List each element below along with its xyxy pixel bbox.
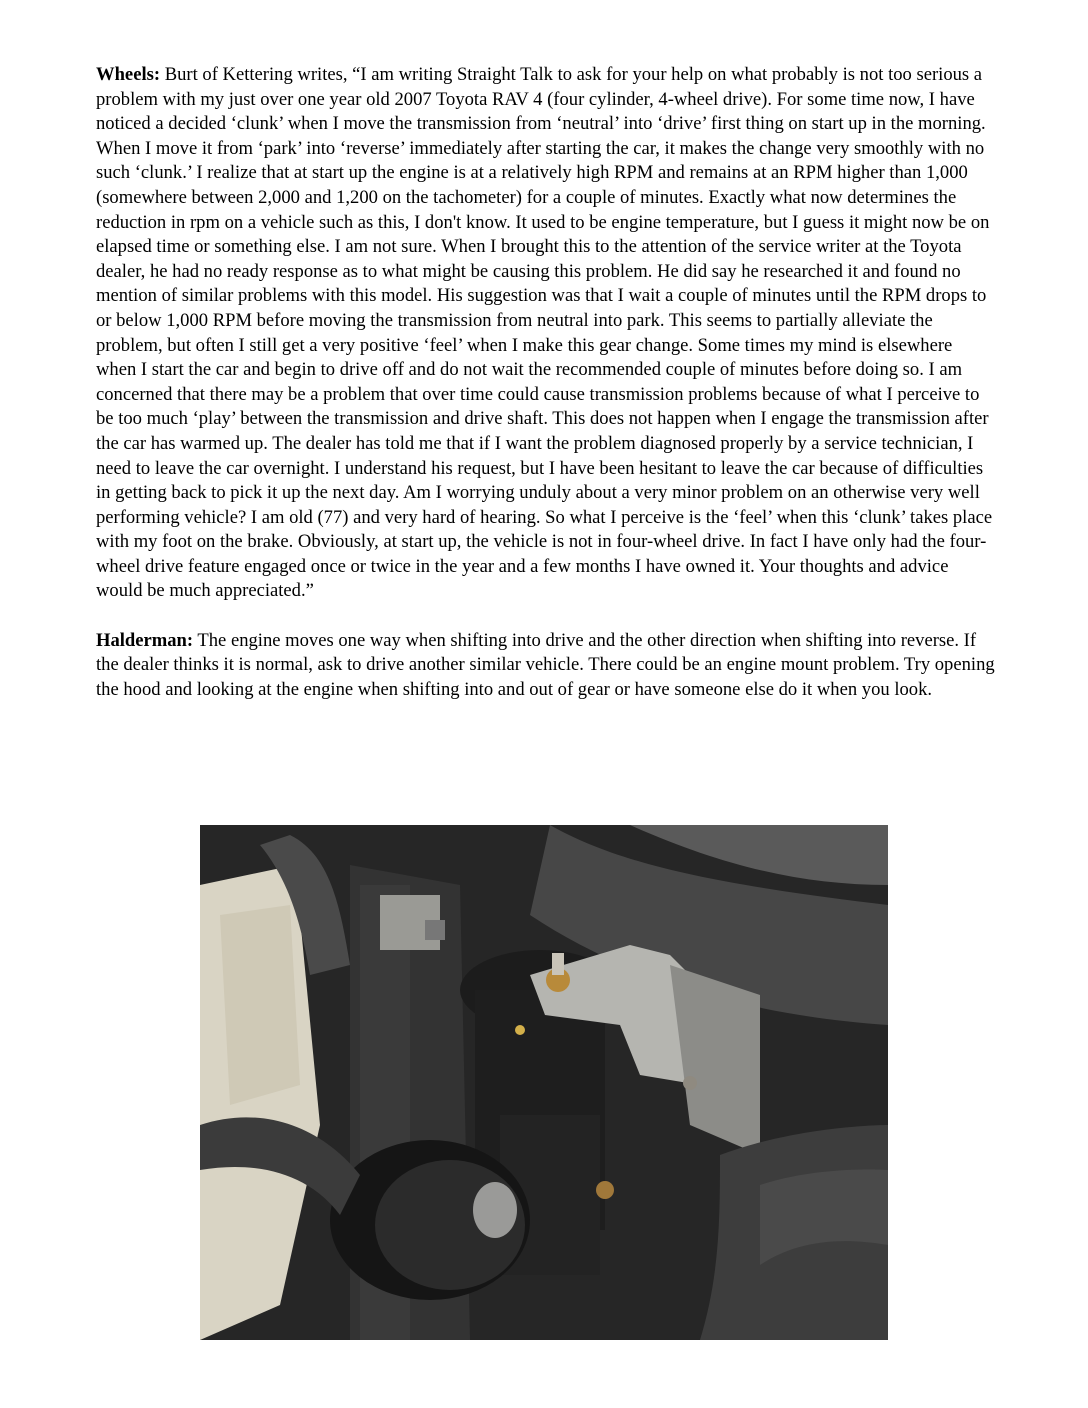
question-paragraph [96,63,996,604]
engine-mount-illustration [200,825,888,1340]
question-body: Burt of Kettering writes, “I am writing Straight Talk to ask for your help on what probably is not too serious a problem with my just over one year old 2007 Toyota RAV 4 (four cylinder, 4-wheel drive). For some time now, I have noticed a decided ‘clunk’ when I move the transmission from ‘neutral’ into ‘drive’ first thing on start up in the morning. When I move it from ‘park’ into ‘reverse’ immediately after starting the car, it makes the change very smoothly with no such ‘clunk.’ I realize that at start up the engine is at a relatively high RPM and remains at an RPM higher than 1,000 (somewhere between 2,000 and 1,200 on the tachometer) for a couple of minutes. Exactly what now determines the reduction in rpm on a vehicle such as this, I don't know. It used to be engine temperature, but I guess it might now be on elapsed time or something else. I am not sure. When I brought this to the attention of the service writer at the Toyota dealer, he had no ready response as to what might be causing this problem. He did say he researched it and found no mention of similar problems with this model. His suggestion was that I wait a couple of minutes until the RPM drops to or below 1,000 RPM before moving the transmission from neutral into park. This seems to partially alleviate the problem, but often I still get a very positive ‘feel’ when I make this gear change. Some times my mind is elsewhere when I start the car and begin to drive off and do not wait the recommended couple of minutes before doing so. I am concerned that there may be a problem that over time could cause transmission problems because of what I perceive to be too much ‘play’ between the transmission and drive shaft. This does not happen when I engage the transmission after the car has warmed up. The dealer has told me that if I want the problem diagnosed properly by a service technician, I need to leave the car overnight. I understand his request, but I have been hesitant to leave the car because of difficulties in getting back to pick it up the next day. Am I worrying unduly about a very minor problem on an otherwise very well performing vehicle? I am old (77) and very hard of hearing. So what I perceive is the ‘feel’ when this ‘clunk’ takes place with my foot on the brake. Obviously, at start up, the vehicle is not in four-wheel drive. In fact I have only had the four-wheel drive feature engaged once or twice in the year and a few months I have owned it. Your thoughts and advice would be much appreciated.” [96,64,993,602]
article-text [96,63,996,702]
question-lead: Wheels: [96,64,161,85]
engine-mount-photo [200,825,888,1340]
answer-paragraph [96,629,996,703]
answer-body: The engine moves one way when shifting into drive and the other direction when shifting into reverse. If the dealer thinks it is normal, ask to drive another similar vehicle. There could be an engine mount problem. Try opening the hood and looking at the engine when shifting into and out of gear or have someone else do it when you look. [96,629,995,700]
answer-lead: Halderman: [96,629,194,651]
